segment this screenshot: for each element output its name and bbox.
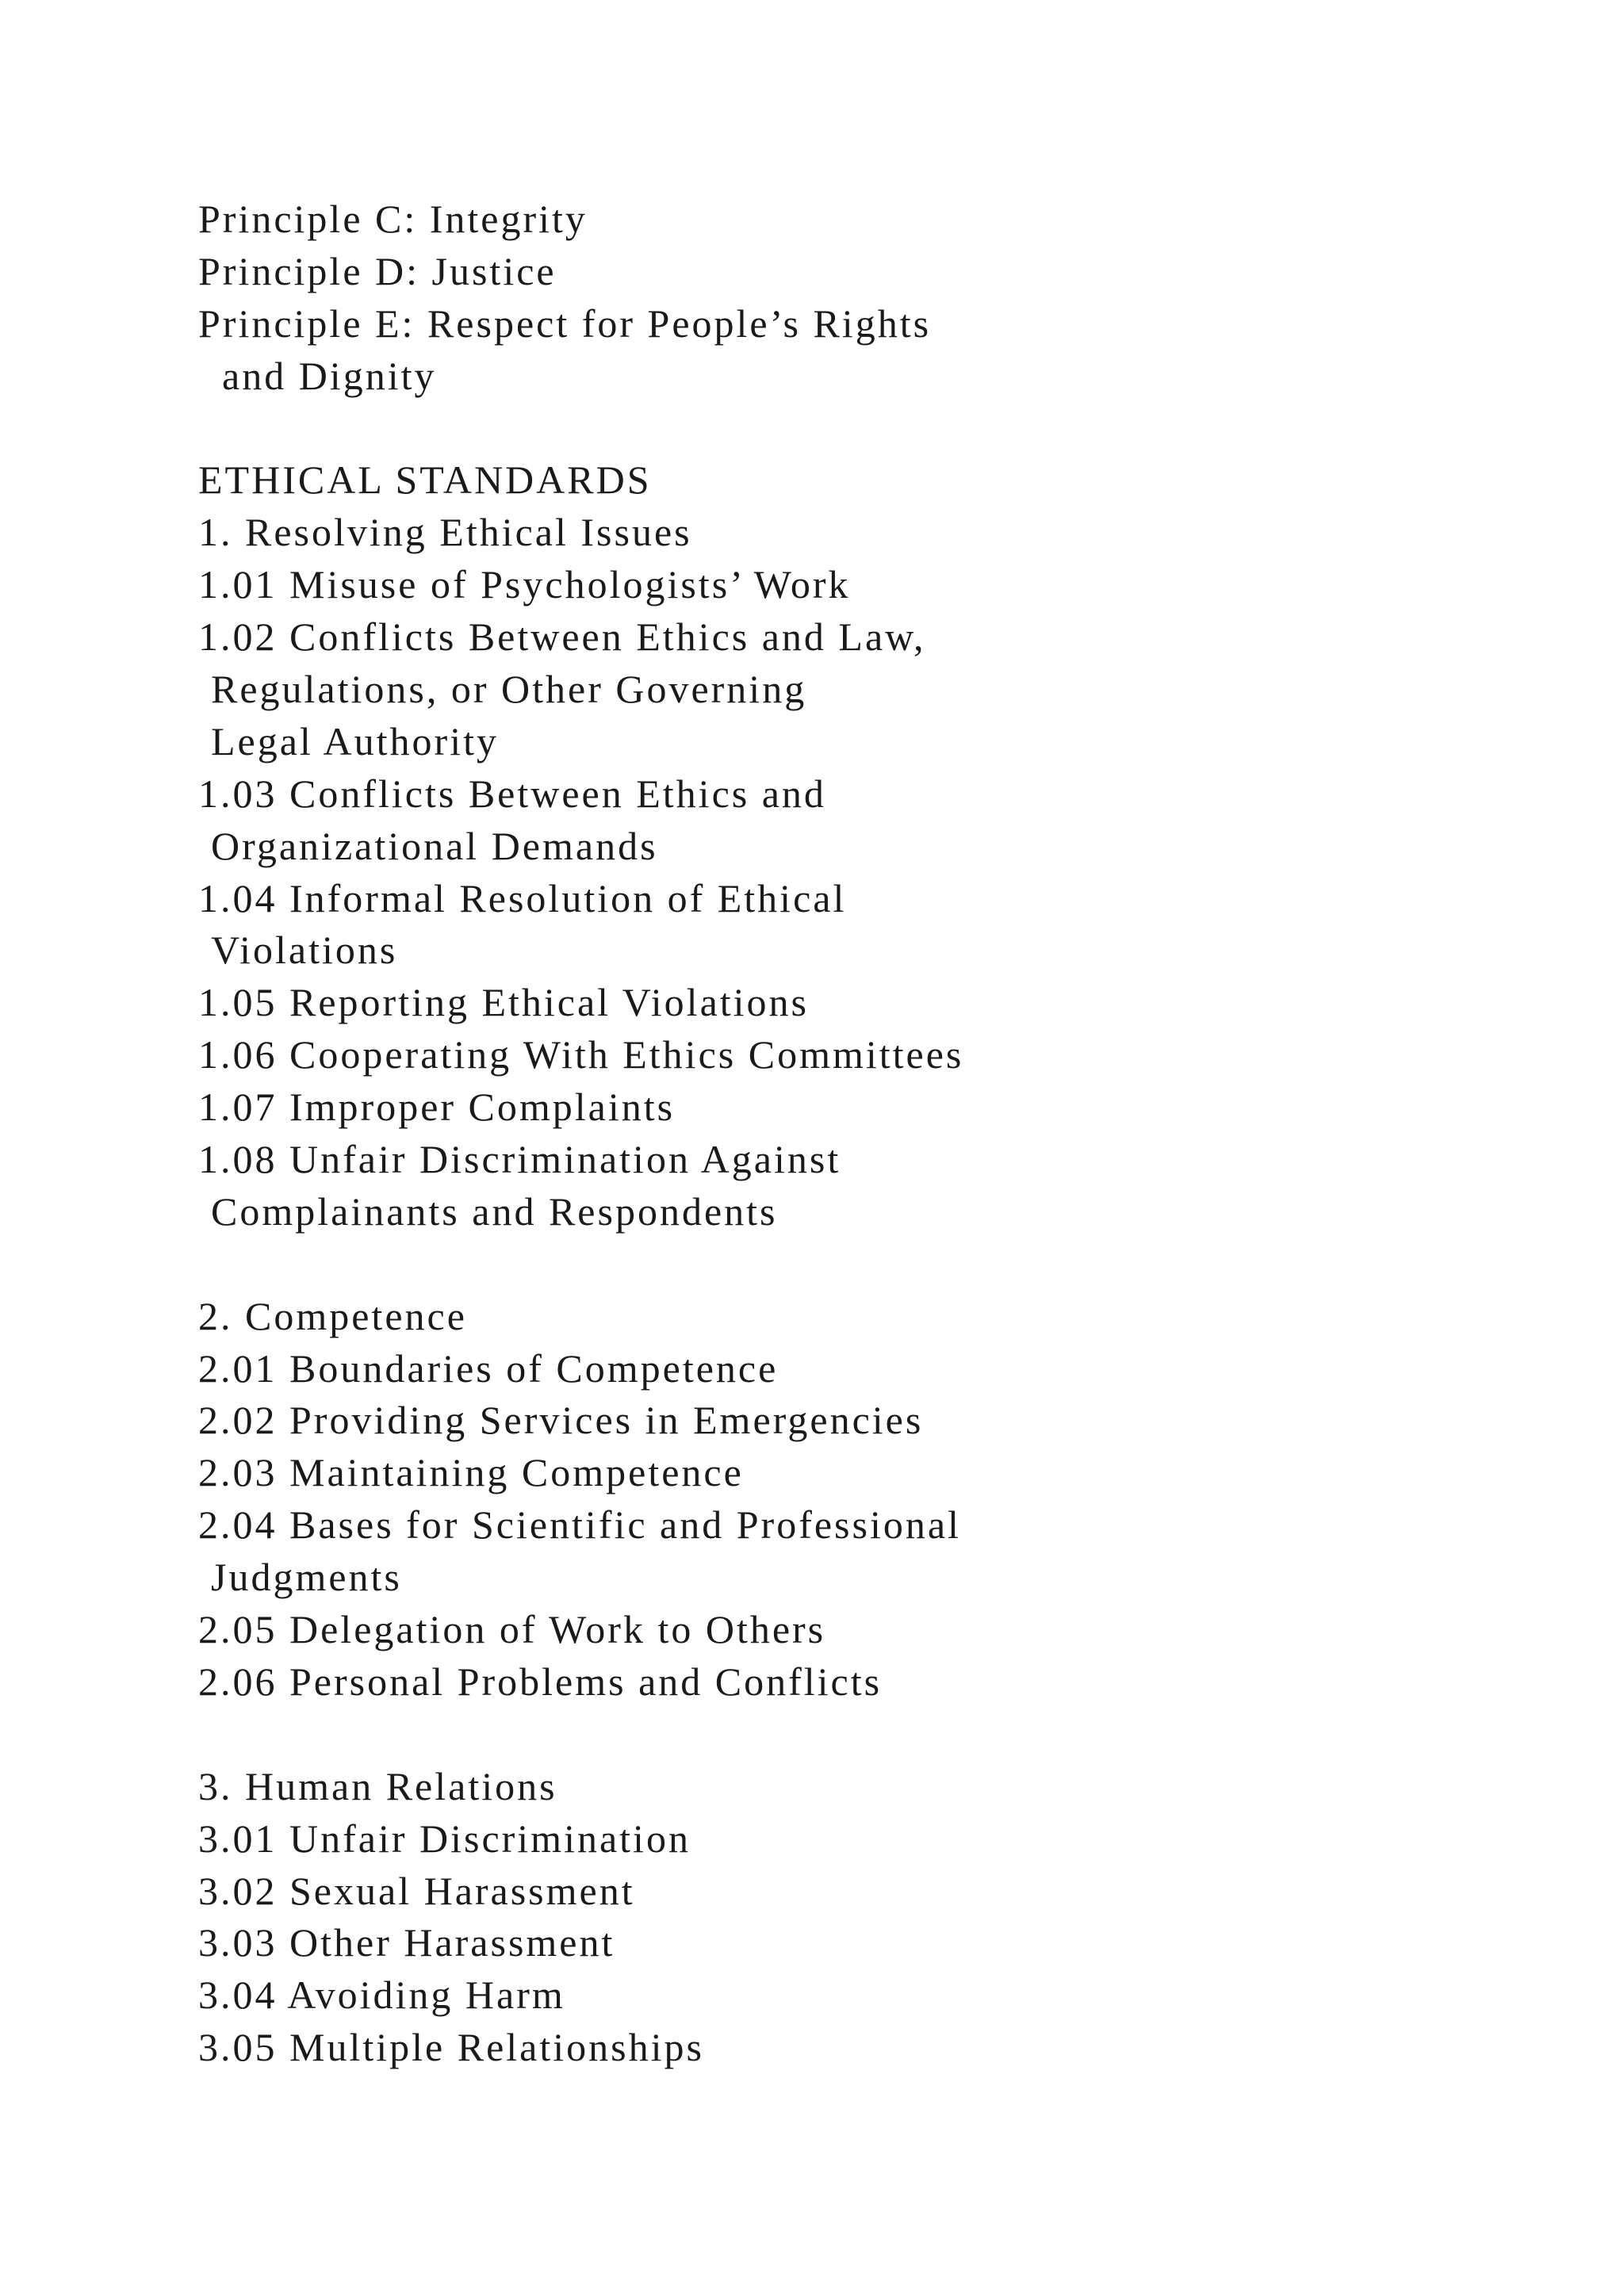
spacer: [198, 1238, 1546, 1291]
section-2-title: 2. Competence: [198, 1293, 467, 1338]
standard-2-04: 2.04 Bases for Scientific and Professional: [198, 1502, 961, 1548]
standard-2-01: 2.01 Boundaries of Competence: [198, 1345, 779, 1391]
standard-1-03: 1.03 Conflicts Between Ethics and: [198, 771, 826, 816]
document-text: [198, 193, 1546, 2074]
standard-1-02-continuation: Regulations, or Other Governing: [211, 667, 807, 712]
section-3-title: 3. Human Relations: [198, 1763, 557, 1808]
standard-1-07: 1.07 Improper Complaints: [198, 1085, 676, 1130]
standard-1-04: 1.04 Informal Resolution of Ethical: [198, 875, 847, 920]
ethical-standards-heading: ETHICAL STANDARDS: [198, 457, 652, 503]
principle-e: Principle E: Respect for People’s Rights: [198, 300, 932, 346]
standard-1-02-continuation: Legal Authority: [211, 718, 499, 763]
standard-1-06: 1.06 Cooperating With Ethics Committees: [198, 1032, 964, 1077]
standard-3-05: 3.05 Multiple Relationships: [198, 2025, 704, 2070]
principle-e-continuation: and Dignity: [222, 353, 437, 398]
standard-2-03: 2.03 Maintaining Competence: [198, 1450, 744, 1495]
standard-1-01: 1.01 Misuse of Psychologists’ Work: [198, 562, 851, 607]
principle-d: Principle D: Justice: [198, 248, 557, 293]
standard-2-05: 2.05 Delegation of Work to Others: [198, 1607, 826, 1652]
section-1-title: 1. Resolving Ethical Issues: [198, 510, 692, 555]
spacer: [198, 403, 1546, 455]
standard-2-04-continuation: Judgments: [211, 1555, 402, 1600]
standard-1-02: 1.02 Conflicts Between Ethics and Law,: [198, 614, 926, 660]
standard-1-08: 1.08 Unfair Discrimination Against: [198, 1137, 841, 1182]
standard-3-01: 3.01 Unfair Discrimination: [198, 1816, 691, 1861]
standard-1-04-continuation: Violations: [211, 928, 398, 973]
spacer: [198, 1709, 1546, 1761]
standard-1-05: 1.05 Reporting Ethical Violations: [198, 980, 809, 1025]
standard-3-03: 3.03 Other Harassment: [198, 1920, 615, 1965]
standard-2-06: 2.06 Personal Problems and Conflicts: [198, 1659, 883, 1704]
standard-3-02: 3.02 Sexual Harassment: [198, 1868, 635, 1913]
principle-c: Principle C: Integrity: [198, 197, 588, 241]
standard-1-08-continuation: Complainants and Respondents: [211, 1188, 778, 1234]
standard-2-02: 2.02 Providing Services in Emergencies: [198, 1398, 924, 1443]
standard-1-03-continuation: Organizational Demands: [211, 823, 658, 868]
standard-3-04: 3.04 Avoiding Harm: [198, 1973, 565, 2018]
